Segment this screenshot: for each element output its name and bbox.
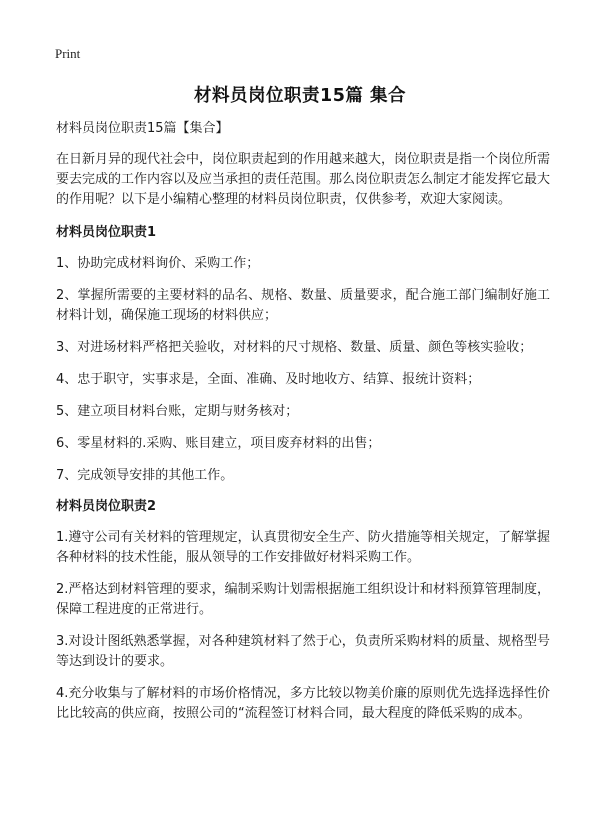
list-item: 6、零星材料的.采购、账目建立，项目废弃材料的出售；: [56, 436, 381, 451]
list-item: 3.对设计图纸熟悉掌握，对各种建筑材料了然于心，负责所采购材料的质量、规格型号等达到设计的要求。: [56, 634, 550, 669]
document-body: [56, 120, 550, 736]
section-duties-2: [56, 498, 550, 724]
list-item: 1、协助完成材料询价、采购工作；: [56, 256, 260, 271]
list-item: 1.遵守公司有关材料的管理规定，认真贯彻安全生产、防火措施等相关规定，了解掌握各种材料的技术性能，服从领导的工作安排做好材料采购工作。: [56, 530, 550, 565]
list-item: 2.严格达到材料管理的要求，编制采购计划需根据施工组织设计和材料预算管理制度，保障工程进度的正常进行。: [56, 582, 550, 617]
list-item: 3、对进场材料严格把关验收，对材料的尺寸规格、数量、质量、颜色等核实验收；: [56, 340, 533, 355]
list-item: 7、完成领导安排的其他工作。: [56, 468, 234, 483]
section-duties-1: [56, 224, 550, 486]
list-item: 5、建立项目材料台账，定期与财务核对；: [56, 404, 299, 419]
list-item: 4、忠于职守，实事求是，全面、准确、及时地收方、结算、报统计资料；: [56, 372, 481, 387]
print-label[interactable]: Print: [55, 46, 81, 61]
list-item: 2、掌握所需要的主要材料的品名、规格、数量、质量要求，配合施工部门编制好施工材料计划，确保施工现场的材料供应；: [56, 288, 550, 323]
section-heading: 材料员岗位职责1: [56, 225, 157, 240]
document-title: 材料员岗位职责15篇 集合: [194, 86, 406, 106]
intro-paragraph: 在日新月异的现代社会中，岗位职责起到的作用越来越大，岗位职责是指一个岗位所需要去完成的工作内容以及应当承担的责任范围。那么岗位职责怎么制定才能发挥它最大的作用呢？以下是小编精心整理的材料员岗位职责，仅供参考，欢迎大家阅读。: [56, 152, 551, 207]
list-item: 4.充分收集与了解材料的市场价格情况，多方比较以物美价廉的原则优先选择选择性价比比较高的供应商，按照公司的“流程签订材料合同，最大程度的降低采购的成本。: [56, 686, 550, 721]
document-subtitle: 材料员岗位职责15篇【集合】: [56, 121, 229, 136]
section-heading: 材料员岗位职责2: [56, 499, 157, 514]
